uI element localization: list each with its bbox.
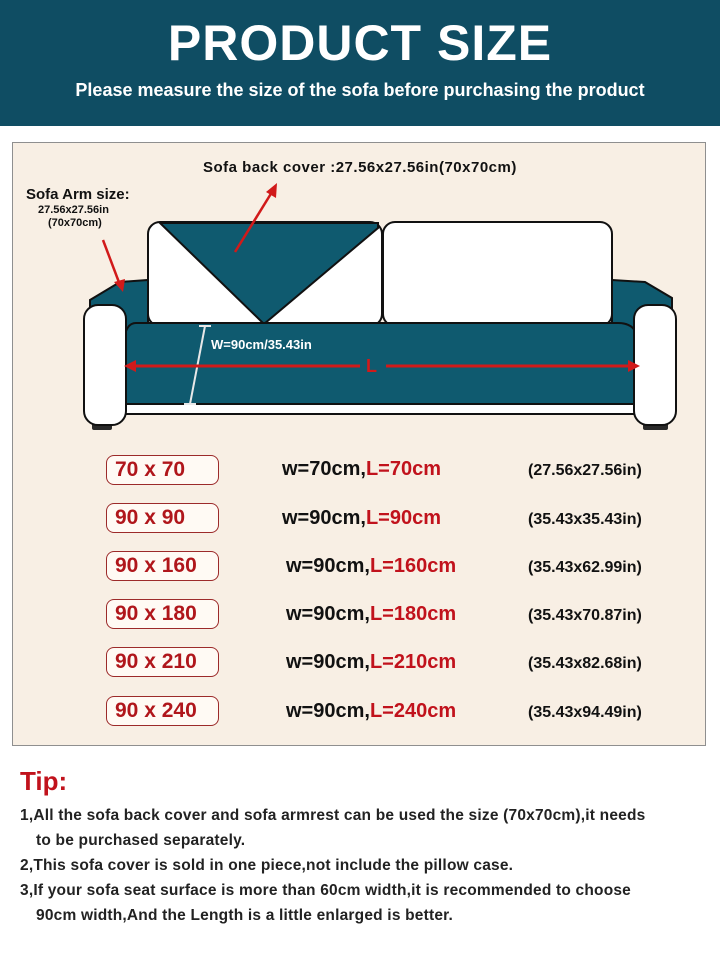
size-dimension [286, 555, 456, 578]
size-dimension [282, 507, 441, 530]
armrest-right [634, 305, 676, 425]
armrest-left [84, 305, 126, 425]
size-width: w=90cm, [286, 555, 370, 577]
size-width: w=90cm, [286, 603, 370, 625]
size-inches: (35.43x82.68in) [528, 655, 642, 672]
size-badge: 90 x 180 [106, 599, 219, 629]
back-cover-arrowhead [266, 183, 277, 198]
tip-1-continued: to be purchased separately. [36, 832, 246, 849]
size-inches: (35.43x70.87in) [528, 607, 642, 624]
size-badge: 70 x 70 [106, 455, 219, 485]
size-dimension [286, 700, 456, 723]
size-inches: (35.43x94.49in) [528, 704, 642, 721]
size-width: w=90cm, [286, 700, 370, 722]
arm-size-label: Sofa Arm size: [26, 186, 130, 203]
arm-size-cm: (70x70cm) [48, 217, 102, 229]
page-subtitle: Please measure the size of the sofa before purchasing the product [75, 80, 645, 100]
tip-3: 3,If your sofa seat surface is more than 60cm width,it is recommended to choose [20, 882, 631, 899]
arm-arrow [103, 240, 120, 285]
size-width: w=70cm, [282, 458, 366, 480]
tip-title: Tip: [20, 766, 68, 796]
size-badge: 90 x 210 [106, 647, 219, 677]
tip-3-continued: 90cm width,And the Length is a little enlarged is better. [36, 907, 454, 924]
size-inches: (27.56x27.56in) [528, 462, 642, 479]
tip-1: 1,All the sofa back cover and sofa armrest can be used the size (70x70cm),it needs [20, 807, 646, 824]
arm-size-inches: 27.56x27.56in [38, 204, 109, 216]
size-dimension [282, 458, 441, 481]
sofa-diagram [0, 0, 720, 460]
length-label: L [366, 356, 377, 376]
size-inches: (35.43x35.43in) [528, 511, 642, 528]
back-cover-label: Sofa back cover :27.56x27.56in(70x70cm) [203, 159, 517, 176]
size-length: L=240cm [369, 700, 457, 722]
page-title: PRODUCT SIZE [167, 15, 553, 71]
size-dimension [286, 651, 456, 674]
size-dimension [286, 603, 456, 626]
size-width: w=90cm, [282, 507, 366, 529]
width-label: W=90cm/35.43in [211, 337, 312, 352]
size-length: L=160cm [369, 555, 457, 577]
size-length: L=180cm [369, 603, 457, 625]
size-badge: 90 x 90 [106, 503, 219, 533]
size-length: L=210cm [369, 651, 457, 673]
size-badge: 90 x 240 [106, 696, 219, 726]
tip-2: 2,This sofa cover is sold in one piece,not include the pillow case. [20, 857, 514, 874]
size-length: L=70cm [365, 458, 442, 480]
seat-cover [122, 323, 640, 404]
back-cushion-right [383, 222, 612, 326]
size-width: w=90cm, [286, 651, 370, 673]
size-length: L=90cm [365, 507, 442, 529]
size-inches: (35.43x62.99in) [528, 559, 642, 576]
size-badge: 90 x 160 [106, 551, 219, 581]
